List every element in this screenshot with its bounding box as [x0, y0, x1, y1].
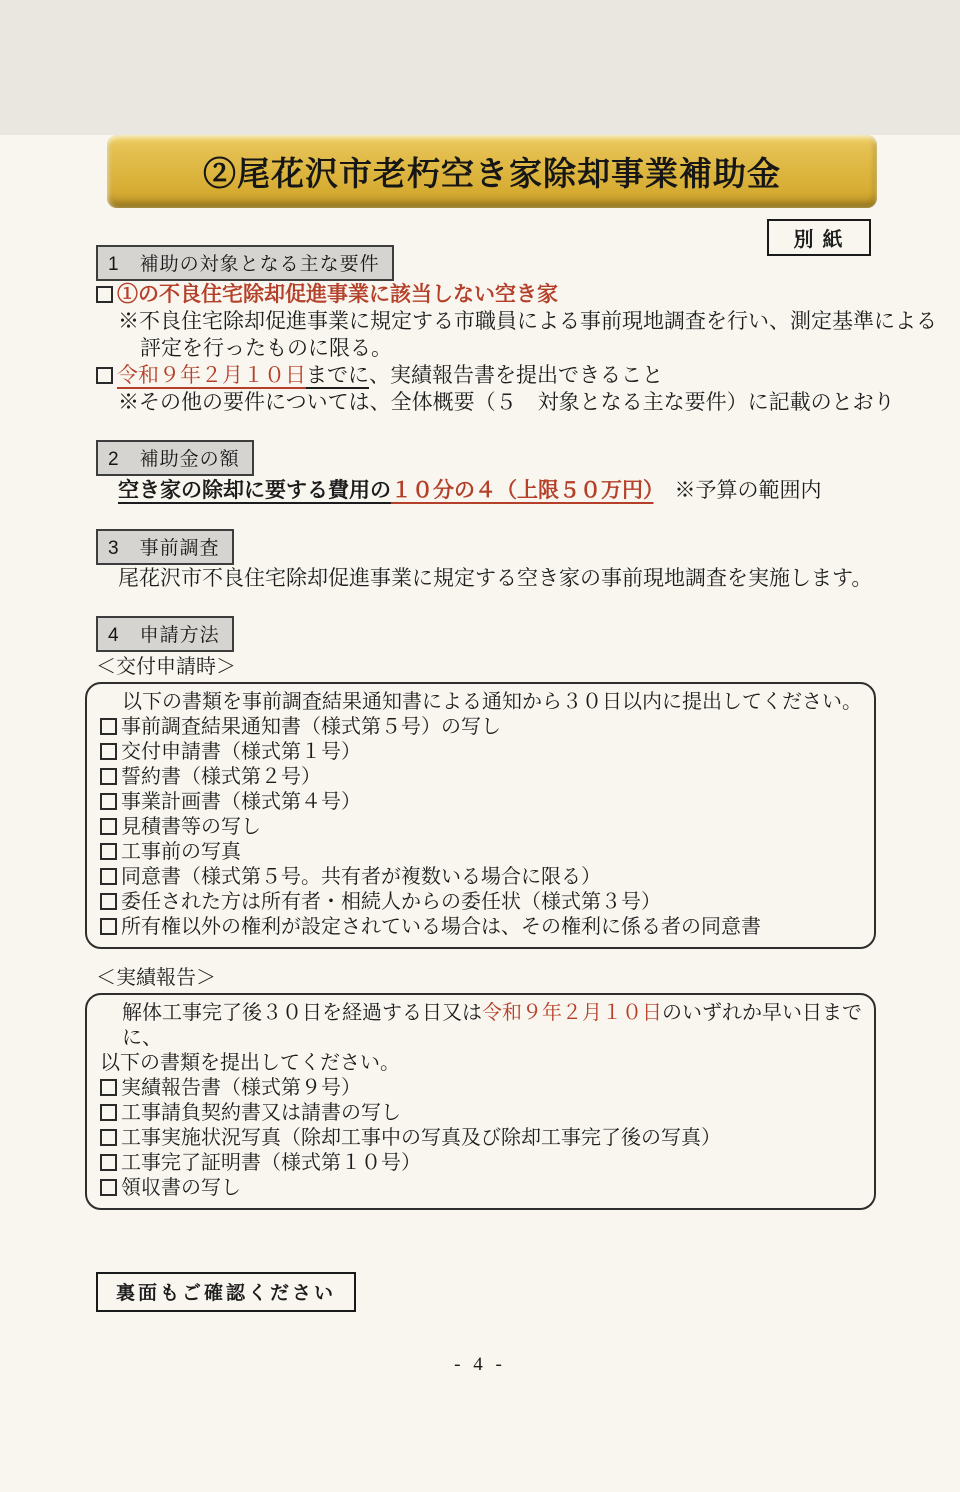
checkbox-icon — [100, 893, 117, 910]
document-item — [100, 715, 862, 740]
document-item-label: 実績報告書（様式第９号） — [121, 1077, 361, 1099]
pre-survey-line: 尾花沢市不良住宅除却促進事業に規定する空き家の事前現地調査を実施します。 — [118, 566, 873, 590]
document-item-label: 同意書（様式第５号。共有者が複数いる場合に限る） — [121, 866, 601, 888]
document-title: ②尾花沢市老朽空き家除却事業補助金 — [203, 157, 781, 193]
document-item — [100, 790, 862, 815]
back-note-box: 裏面もご確認ください — [96, 1272, 356, 1312]
requirement-item-2-tail: 、実績報告書を提出できること — [369, 363, 663, 387]
document-item — [100, 740, 862, 765]
section4-heading: 4 申請方法 — [96, 616, 234, 652]
requirement-item-1-text: ①の不良住宅除却促進事業に該当しない空き家 — [117, 282, 558, 306]
document-item — [100, 1151, 862, 1176]
document-item — [100, 815, 862, 840]
page-number: - 4 - — [454, 1354, 506, 1375]
subsidy-amount-red: １０分の４（上限５０万円） — [391, 478, 654, 502]
document-item-label: 誓約書（様式第２号） — [121, 766, 321, 788]
section2-body — [96, 476, 960, 505]
document-item-label: 工事実施状況写真（除却工事中の写真及び除却工事完了後の写真） — [121, 1127, 721, 1149]
document-item — [100, 1126, 862, 1151]
checkbox-icon — [100, 793, 117, 810]
checkbox-icon — [96, 367, 113, 384]
section3-heading: 3 事前調査 — [96, 529, 234, 565]
subsidy-amount-line — [96, 476, 960, 505]
attachment-label-box — [767, 219, 871, 256]
requirement-item-1 — [96, 281, 960, 308]
requirement-note-1-line1: ※不良住宅除却促進事業に規定する市職員による事前現地調査を行い、測定基準による — [118, 309, 937, 333]
report-documents-box — [85, 993, 876, 1210]
report-intro-line1 — [100, 1001, 862, 1051]
document-item — [100, 1076, 862, 1101]
document-item — [100, 840, 862, 865]
section2-heading: 2 補助金の額 — [96, 440, 254, 476]
requirement-note-2: ※その他の要件については、全体概要（５ 対象となる主な要件）に記載のとおり — [118, 390, 895, 414]
title-banner — [107, 135, 877, 208]
document-item-label: 交付申請書（様式第１号） — [121, 741, 361, 763]
budget-note: ※予算の範囲内 — [674, 478, 822, 502]
checkbox-icon — [100, 818, 117, 835]
checkbox-icon — [100, 743, 117, 760]
checkbox-icon — [96, 286, 113, 303]
checkbox-icon — [100, 1154, 117, 1171]
application-intro: 以下の書類を事前調査結果通知書による通知から３０日以内に提出してください。 — [122, 691, 862, 713]
checkbox-icon — [100, 768, 117, 785]
document-item-label: 事前調査結果通知書（様式第５号）の写し — [121, 716, 501, 738]
document-item — [100, 765, 862, 790]
document-item-label: 見積書等の写し — [121, 816, 261, 838]
section1-body — [96, 281, 960, 416]
document-item-label: 工事請負契約書又は請書の写し — [121, 1102, 401, 1124]
checkbox-icon — [100, 1104, 117, 1121]
report-intro-pre: 解体工事完了後３０日を経過する日又は — [122, 1002, 482, 1024]
checkbox-icon — [100, 1179, 117, 1196]
deadline-date: 令和９年２月１０日 — [117, 363, 306, 387]
checkbox-icon — [100, 843, 117, 860]
report-intro-line2: 以下の書類を提出してください。 — [100, 1052, 400, 1074]
section3-body — [96, 565, 960, 592]
section1-heading: 1 補助の対象となる主な要件 — [96, 245, 394, 281]
document-item — [100, 1176, 862, 1201]
checkbox-icon — [100, 868, 117, 885]
document-item — [100, 1101, 862, 1126]
document-item-label: 工事前の写真 — [121, 841, 241, 863]
application-documents-box — [85, 682, 876, 949]
document-item — [100, 890, 862, 915]
budget-note-spacer — [654, 478, 675, 502]
requirement-note-1-line2: 評定を行ったものに限る。 — [140, 336, 392, 360]
checkbox-icon — [100, 1129, 117, 1146]
report-deadline-date: 令和９年２月１０日 — [482, 1002, 662, 1024]
document-item-label: 工事完了証明書（様式第１０号） — [121, 1152, 421, 1174]
attachment-label: 別 紙 — [793, 229, 845, 251]
requirement-item-2-mid: までに — [306, 363, 369, 387]
report-intro-post: のいずれか早い日までに、 — [122, 1002, 862, 1049]
document-page — [0, 135, 960, 1492]
report-label: ＜実績報告＞ — [96, 967, 216, 989]
document-item-label: 所有権以外の権利が設定されている場合は、その権利に係る者の同意書 — [121, 916, 761, 938]
document-item-label: 事業計画書（様式第４号） — [121, 791, 361, 813]
checkbox-icon — [100, 1079, 117, 1096]
application-label: ＜交付申請時＞ — [96, 656, 236, 678]
subsidy-amount-black: 空き家の除却に要する費用の — [118, 478, 391, 502]
document-item — [100, 915, 862, 940]
checkbox-icon — [100, 918, 117, 935]
checkbox-icon — [100, 718, 117, 735]
document-item-label: 領収書の写し — [121, 1177, 241, 1199]
document-item-label: 委任された方は所有者・相続人からの委任状（様式第３号） — [121, 891, 661, 913]
requirement-item-2 — [96, 362, 960, 389]
document-item — [100, 865, 862, 890]
